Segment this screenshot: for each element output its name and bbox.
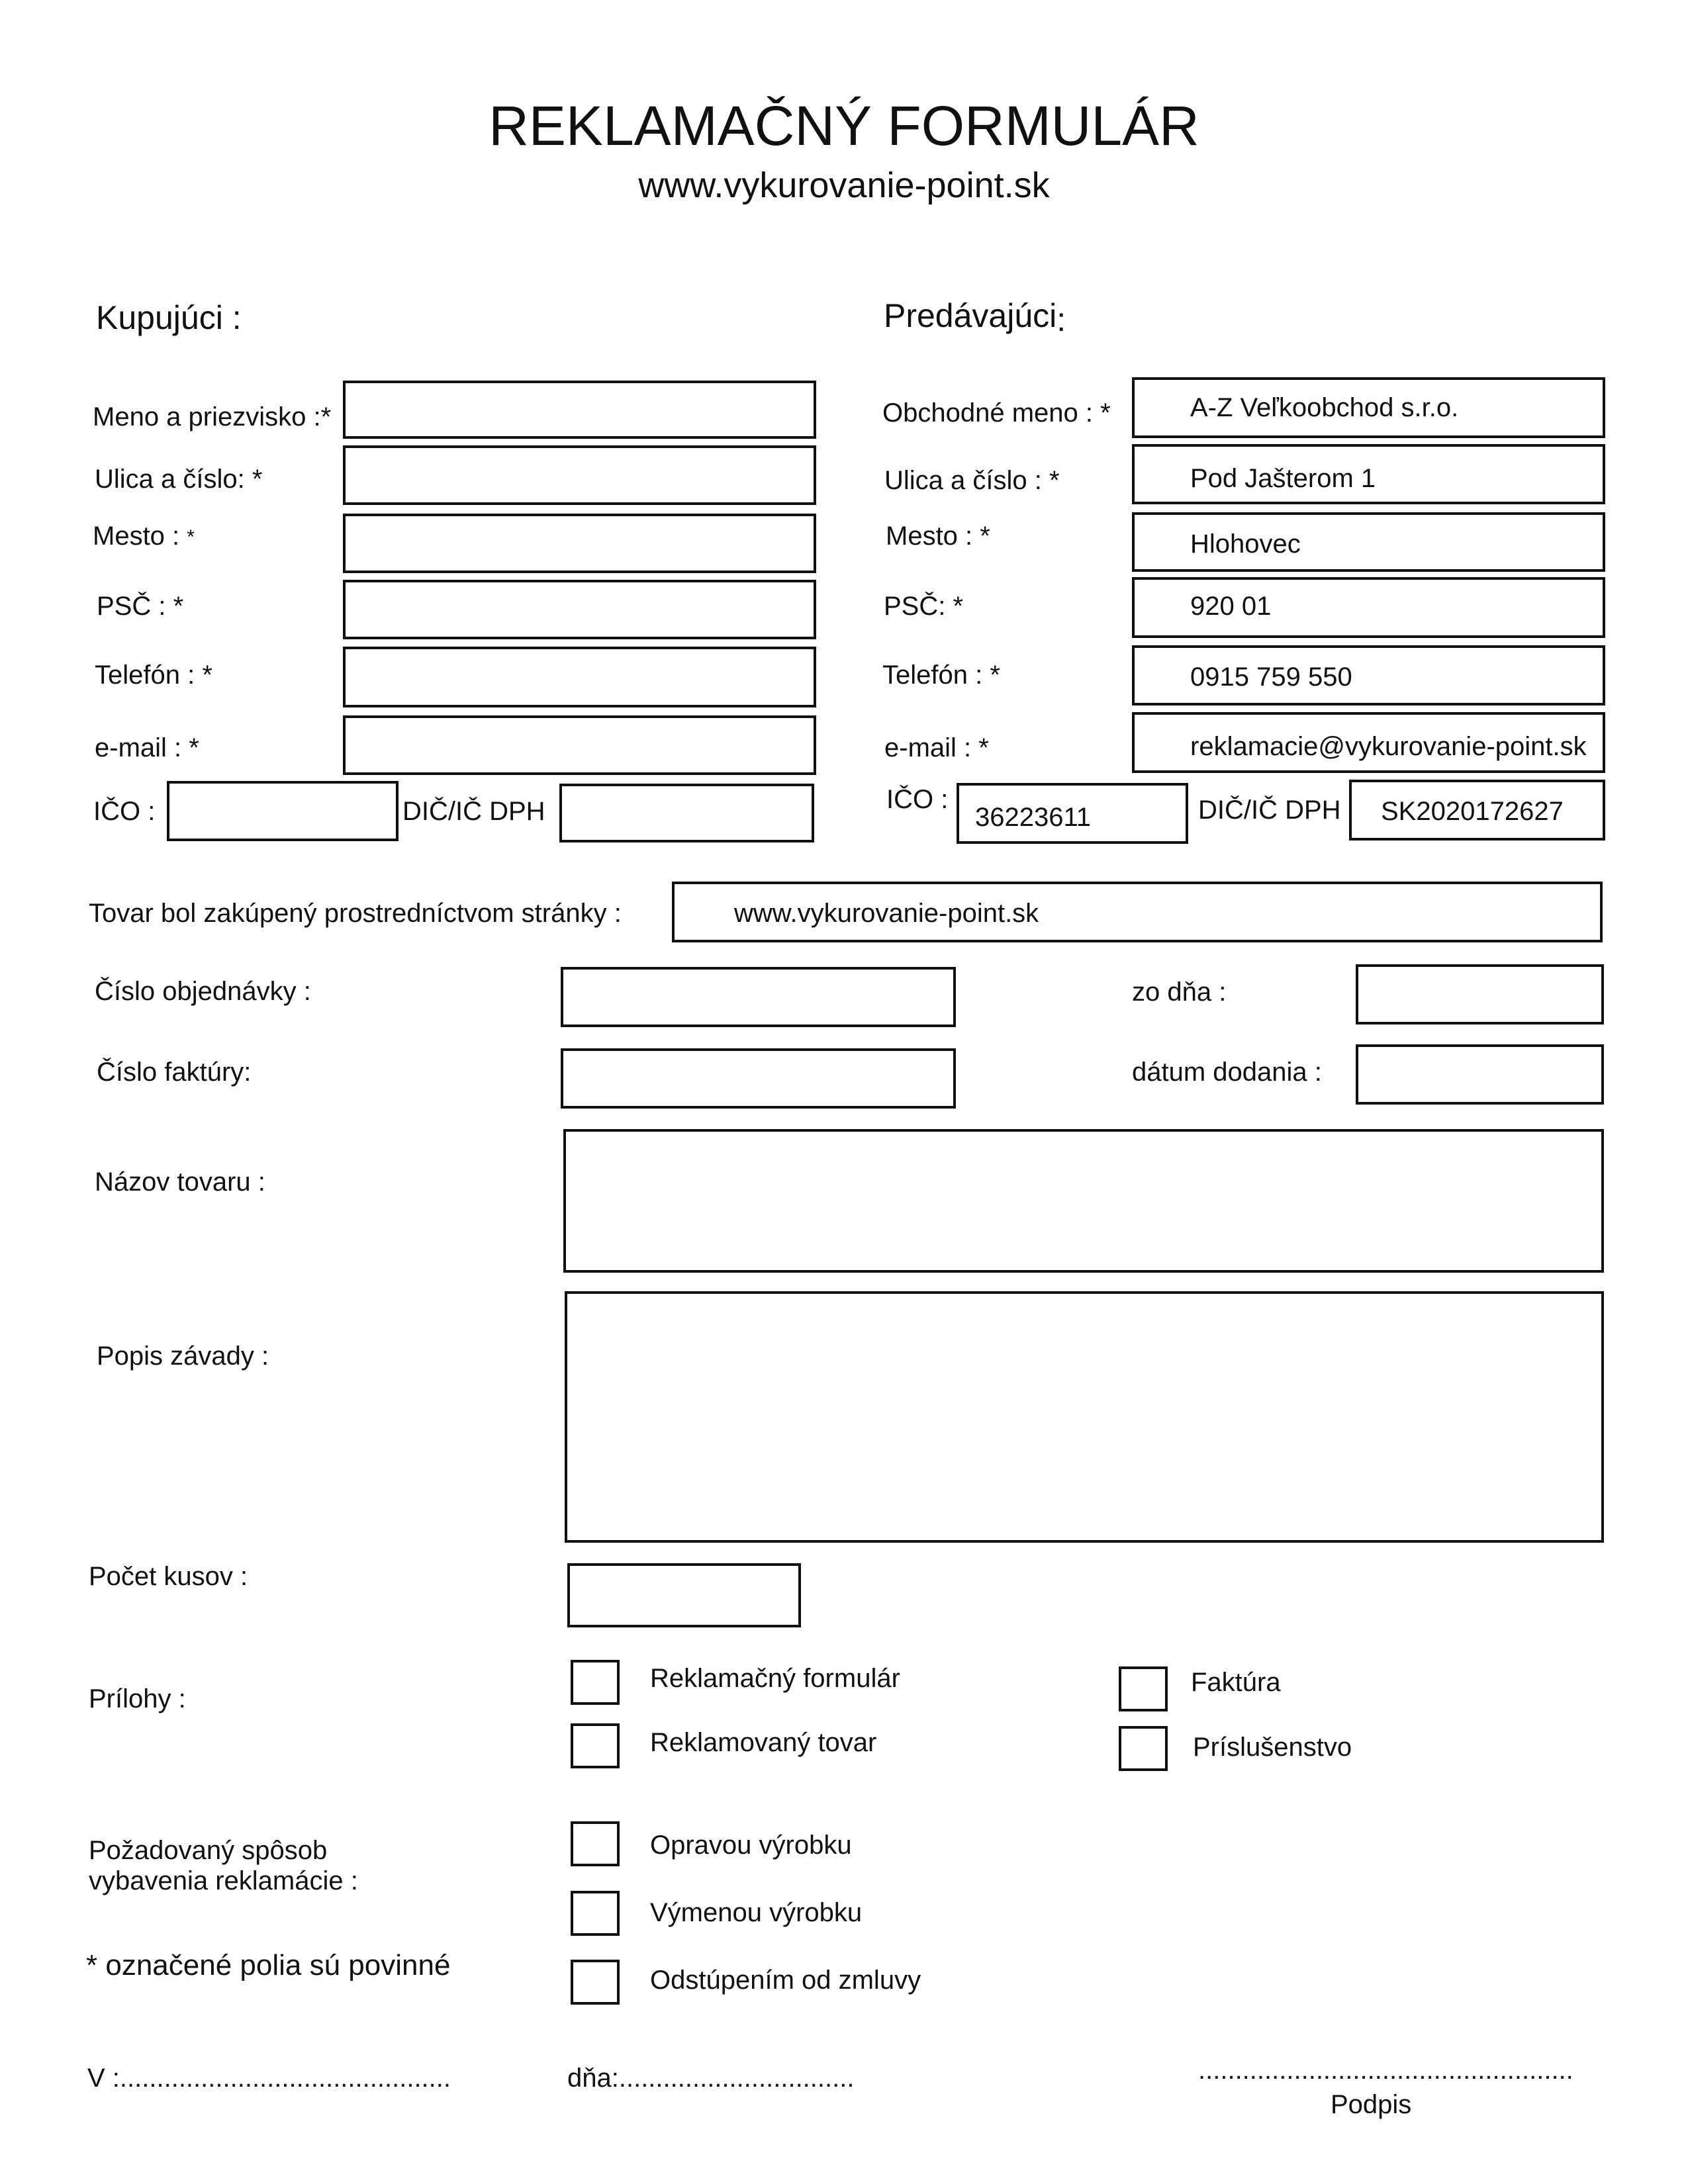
- resolution-label-line2: vybavenia reklamácie :: [89, 1866, 358, 1895]
- seller-name-label: Obchodné meno : *: [882, 398, 1111, 428]
- form-title: REKLAMAČNÝ FORMULÁR: [489, 95, 1199, 157]
- attachment-form-label: Reklamačný formulár: [650, 1664, 900, 1693]
- seller-zip-value: 920 01: [1190, 592, 1272, 621]
- seller-city-label: Mesto : *: [886, 522, 990, 551]
- buyer-name-input[interactable]: [343, 381, 816, 439]
- resolution-exchange-checkbox[interactable]: [571, 1891, 620, 1936]
- purchased-via-label: Tovar bol zakúpený prostredníctvom stránky :: [89, 899, 622, 928]
- seller-dic-field[interactable]: [1349, 780, 1605, 841]
- seller-ico-value: 36223611: [975, 803, 1091, 832]
- seller-email-field[interactable]: [1132, 712, 1605, 773]
- seller-email-label: e-mail : *: [884, 733, 989, 762]
- mandatory-note: * označené polia sú povinné: [86, 1949, 451, 1981]
- buyer-dic-input[interactable]: [559, 784, 814, 842]
- quantity-label: Počet kusov :: [89, 1562, 248, 1591]
- invoice-number-input[interactable]: [561, 1048, 956, 1109]
- seller-name-value: A-Z Veľkoobchod s.r.o.: [1190, 393, 1459, 422]
- seller-heading: [884, 296, 1066, 336]
- order-number-label: Číslo objednávky :: [95, 977, 311, 1006]
- footer-place: V :.............................................: [87, 2064, 451, 2093]
- seller-street-field[interactable]: [1132, 444, 1605, 504]
- buyer-heading: Kupujúci :: [96, 299, 242, 336]
- resolution-withdrawal-checkbox[interactable]: [571, 1960, 620, 2005]
- attachment-form-checkbox[interactable]: [571, 1660, 620, 1705]
- attachment-accessories-checkbox[interactable]: [1119, 1726, 1168, 1771]
- attachments-label: Prílohy :: [89, 1684, 186, 1713]
- attachment-accessories-label: Príslušenstvo: [1193, 1733, 1352, 1762]
- defect-label: Popis závady :: [97, 1342, 269, 1371]
- seller-phone-field[interactable]: [1132, 645, 1605, 705]
- seller-phone-value: 0915 759 550: [1190, 662, 1352, 692]
- seller-street-label: Ulica a číslo : *: [884, 466, 1060, 495]
- buyer-email-input[interactable]: [343, 715, 816, 775]
- resolution-repair-checkbox[interactable]: [571, 1821, 620, 1866]
- resolution-exchange-label: Výmenou výrobku: [650, 1898, 863, 1927]
- buyer-email-label: e-mail : *: [95, 733, 199, 762]
- order-number-input[interactable]: [561, 967, 956, 1027]
- delivery-date-label: dátum dodania :: [1132, 1058, 1322, 1087]
- seller-phone-label: Telefón : *: [882, 660, 1000, 690]
- attachment-product-checkbox[interactable]: [571, 1723, 620, 1768]
- quantity-input[interactable]: [567, 1563, 801, 1627]
- signature-label: Podpis: [1331, 2090, 1412, 2119]
- delivery-date-input[interactable]: [1356, 1044, 1604, 1105]
- seller-heading-colon: :: [1056, 301, 1066, 338]
- buyer-name-label: Meno a priezvisko :*: [93, 402, 332, 432]
- attachment-product-label: Reklamovaný tovar: [650, 1728, 877, 1757]
- seller-ico-field[interactable]: [957, 783, 1188, 844]
- buyer-dic-label: DIČ/IČ DPH: [402, 797, 545, 826]
- resolution-label-line1: Požadovaný spôsob: [89, 1836, 328, 1865]
- seller-street-value: Pod Jašterom 1: [1190, 464, 1376, 493]
- order-date-label: zo dňa :: [1132, 978, 1227, 1007]
- invoice-number-label: Číslo faktúry:: [97, 1058, 252, 1087]
- defect-description-input[interactable]: [565, 1291, 1604, 1543]
- buyer-city-star: *: [187, 526, 195, 548]
- resolution-repair-label: Opravou výrobku: [650, 1831, 852, 1860]
- buyer-ico-label: IČO :: [93, 797, 156, 826]
- seller-heading-text: Predávajúci: [884, 297, 1057, 334]
- product-name-input[interactable]: [563, 1129, 1604, 1273]
- buyer-phone-label: Telefón : *: [95, 660, 212, 690]
- seller-zip-label: PSČ: *: [884, 592, 964, 621]
- buyer-ico-input[interactable]: [167, 781, 399, 841]
- seller-dic-value: SK2020172627: [1381, 797, 1564, 826]
- footer-date: dňa:................................: [567, 2064, 855, 2093]
- attachment-invoice-label: Faktúra: [1191, 1668, 1281, 1697]
- seller-zip-field[interactable]: [1132, 577, 1605, 638]
- purchased-via-value: www.vykurovanie-point.sk: [734, 899, 1039, 928]
- buyer-city-input[interactable]: [343, 514, 816, 573]
- buyer-phone-input[interactable]: [343, 647, 816, 707]
- buyer-zip-label: PSČ : *: [97, 592, 184, 621]
- buyer-street-input[interactable]: [343, 445, 816, 505]
- buyer-city-label-text: Mesto :: [93, 522, 180, 551]
- seller-ico-label: IČO :: [886, 785, 949, 814]
- seller-dic-label: DIČ/IČ DPH: [1198, 796, 1341, 825]
- resolution-withdrawal-label: Odstúpením od zmluvy: [650, 1966, 921, 1995]
- product-name-label: Názov tovaru :: [95, 1167, 265, 1197]
- buyer-street-label: Ulica a číslo: *: [95, 465, 263, 494]
- seller-city-field[interactable]: [1132, 512, 1605, 572]
- purchased-via-field[interactable]: [672, 882, 1603, 942]
- order-date-input[interactable]: [1356, 964, 1604, 1024]
- seller-email-value: reklamacie@vykurovanie-point.sk: [1190, 732, 1587, 761]
- website-subtitle: www.vykurovanie-point.sk: [638, 165, 1050, 205]
- buyer-city-label: [93, 520, 195, 555]
- attachment-invoice-checkbox[interactable]: [1119, 1666, 1168, 1711]
- signature-line: ...................................................: [1198, 2056, 1573, 2085]
- buyer-zip-input[interactable]: [343, 580, 816, 639]
- seller-name-field[interactable]: [1132, 377, 1605, 438]
- seller-city-value: Hlohovec: [1190, 529, 1301, 559]
